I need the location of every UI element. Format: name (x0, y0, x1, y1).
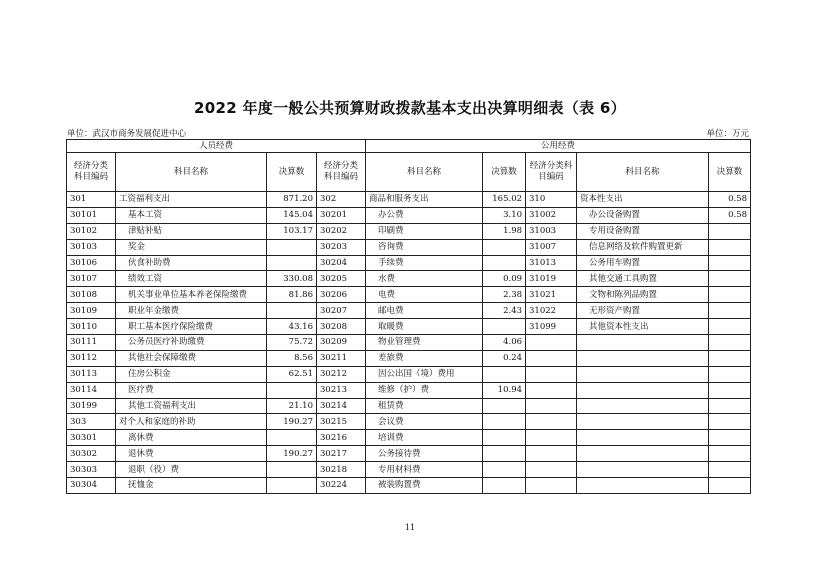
cell-name (577, 350, 709, 366)
cell-name: 无形资产购置 (577, 303, 709, 319)
cell-code: 30209 (317, 335, 366, 351)
cell-amount (709, 271, 751, 287)
cell-amount (267, 303, 317, 319)
cell-amount: 3.10 (483, 207, 526, 223)
cell-code: 30107 (67, 271, 116, 287)
cell-code (526, 398, 577, 414)
cell-name: 退职（役）费 (116, 462, 267, 478)
cell-code: 30201 (317, 207, 366, 223)
cell-code: 30203 (317, 239, 366, 255)
table-row (67, 366, 751, 382)
cell-amount: 0.09 (483, 271, 526, 287)
cell-name (577, 478, 709, 494)
table-row (67, 335, 751, 351)
cell-code: 30103 (67, 239, 116, 255)
cell-code: 30218 (317, 462, 366, 478)
cell-code (526, 446, 577, 462)
cell-name (577, 462, 709, 478)
cell-code: 30109 (67, 303, 116, 319)
cell-amount: 0.24 (483, 350, 526, 366)
cell-code: 30206 (317, 287, 366, 303)
cell-amount (709, 303, 751, 319)
cell-code: 31099 (526, 319, 577, 335)
cell-code: 31022 (526, 303, 577, 319)
table-row (67, 478, 751, 494)
cell-name: 公务用车购置 (577, 255, 709, 271)
cell-amount (709, 255, 751, 271)
cell-name: 培训费 (366, 430, 483, 446)
cell-name: 退休费 (116, 446, 267, 462)
page-title: 2022 年度一般公共预算财政拨款基本支出决算明细表（表 6） (194, 99, 626, 117)
cell-amount: 190.27 (267, 446, 317, 462)
cell-name: 取暖费 (366, 319, 483, 335)
cell-amount (483, 255, 526, 271)
cell-name: 其他社会保障缴费 (116, 350, 267, 366)
cell-amount: 81.86 (267, 287, 317, 303)
cell-amount (709, 335, 751, 351)
cell-amount (267, 382, 317, 398)
cell-name: 绩效工资 (116, 271, 267, 287)
cell-name (577, 398, 709, 414)
cell-name: 办公设备购置 (577, 207, 709, 223)
col-header-code: 经济分类科目编码 (526, 153, 577, 192)
cell-name: 差旅费 (366, 350, 483, 366)
cell-code: 31002 (526, 207, 577, 223)
cell-amount (267, 255, 317, 271)
cell-name: 住房公积金 (116, 366, 267, 382)
table-row (67, 350, 751, 366)
cell-code: 30110 (67, 319, 116, 335)
cell-amount: 190.27 (267, 414, 317, 430)
table-row (67, 192, 751, 208)
cell-name: 工资福利支出 (116, 192, 267, 208)
cell-code: 30224 (317, 478, 366, 494)
cell-amount (709, 319, 751, 335)
cell-code: 30213 (317, 382, 366, 398)
cell-code: 31007 (526, 239, 577, 255)
cell-name: 租赁费 (366, 398, 483, 414)
cell-amount (267, 478, 317, 494)
cell-code: 30101 (67, 207, 116, 223)
cell-code: 30208 (317, 319, 366, 335)
cell-amount: 1.98 (483, 223, 526, 239)
cell-amount (483, 478, 526, 494)
table-row (67, 319, 751, 335)
table-row (67, 430, 751, 446)
cell-code: 31003 (526, 223, 577, 239)
cell-amount (483, 398, 526, 414)
cell-amount (483, 239, 526, 255)
cell-name: 公务接待费 (366, 446, 483, 462)
cell-amount (483, 414, 526, 430)
page-number: 11 (404, 523, 416, 532)
cell-name: 其他工资福利支出 (116, 398, 267, 414)
cell-code: 30215 (317, 414, 366, 430)
cell-name: 离休费 (116, 430, 267, 446)
cell-amount: 10.94 (483, 382, 526, 398)
cell-code: 30207 (317, 303, 366, 319)
cell-name: 维修（护）费 (366, 382, 483, 398)
cell-amount: 2.38 (483, 287, 526, 303)
cell-amount: 4.06 (483, 335, 526, 351)
group-public: 公用经费 (366, 140, 751, 153)
cell-code: 30205 (317, 271, 366, 287)
cell-name: 专用材料费 (366, 462, 483, 478)
cell-name (577, 446, 709, 462)
unit-label: 单位：武汉市商务发展促进中心 (67, 129, 187, 139)
table-row (67, 382, 751, 398)
cell-code: 30102 (67, 223, 116, 239)
cell-name: 奖金 (116, 239, 267, 255)
cell-amount: 21.10 (267, 398, 317, 414)
cell-code: 30108 (67, 287, 116, 303)
table-row (67, 303, 751, 319)
cell-name (577, 382, 709, 398)
cell-code: 30217 (317, 446, 366, 462)
cell-amount (709, 239, 751, 255)
cell-name: 水费 (366, 271, 483, 287)
cell-code: 30111 (67, 335, 116, 351)
cell-amount (709, 382, 751, 398)
cell-code: 31019 (526, 271, 577, 287)
cell-name: 机关事业单位基本养老保险缴费 (116, 287, 267, 303)
cell-amount (709, 478, 751, 494)
table-row (67, 223, 751, 239)
cell-amount: 165.02 (483, 192, 526, 208)
cell-name: 专用设备购置 (577, 223, 709, 239)
cell-code: 30301 (67, 430, 116, 446)
col-header-code: 经济分类科目编码 (67, 153, 116, 192)
cell-code (526, 366, 577, 382)
col-header-amount: 决算数 (709, 153, 751, 192)
cell-amount: 0.58 (709, 192, 751, 208)
cell-code: 310 (526, 192, 577, 208)
table-row (67, 446, 751, 462)
cell-code: 31021 (526, 287, 577, 303)
cell-code: 30114 (67, 382, 116, 398)
cell-code: 30303 (67, 462, 116, 478)
cell-amount: 43.16 (267, 319, 317, 335)
cell-name: 手续费 (366, 255, 483, 271)
cell-name (577, 430, 709, 446)
cell-code: 30199 (67, 398, 116, 414)
col-header-amount: 决算数 (483, 153, 526, 192)
group-personnel: 人员经费 (67, 140, 366, 153)
cell-amount (267, 239, 317, 255)
cell-code: 30216 (317, 430, 366, 446)
cell-amount (267, 462, 317, 478)
cell-name: 公务员医疗补助缴费 (116, 335, 267, 351)
cell-name: 信息网络及软件购置更新 (577, 239, 709, 255)
cell-name: 资本性支出 (577, 192, 709, 208)
cell-code: 30112 (67, 350, 116, 366)
cell-amount (709, 398, 751, 414)
cell-code: 30304 (67, 478, 116, 494)
cell-name: 咨询费 (366, 239, 483, 255)
cell-amount: 2.43 (483, 303, 526, 319)
cell-code: 30202 (317, 223, 366, 239)
cell-amount: 871.20 (267, 192, 317, 208)
cell-code (526, 335, 577, 351)
cell-code: 30214 (317, 398, 366, 414)
cell-code: 30204 (317, 255, 366, 271)
cell-amount: 0.58 (709, 207, 751, 223)
cell-code: 30302 (67, 446, 116, 462)
col-header-amount: 决算数 (267, 153, 317, 192)
cell-amount (709, 223, 751, 239)
cell-amount (483, 430, 526, 446)
cell-amount (709, 446, 751, 462)
cell-amount (483, 366, 526, 382)
col-header-code: 经济分类科目编码 (317, 153, 366, 192)
table-row (67, 239, 751, 255)
cell-name: 对个人和家庭的补助 (116, 414, 267, 430)
cell-code: 303 (67, 414, 116, 430)
expenditure-table (66, 139, 751, 494)
cell-name: 电费 (366, 287, 483, 303)
cell-code (526, 462, 577, 478)
cell-name: 其他交通工具购置 (577, 271, 709, 287)
cell-amount (709, 414, 751, 430)
cell-name: 津贴补贴 (116, 223, 267, 239)
cell-amount (709, 462, 751, 478)
cell-code: 30106 (67, 255, 116, 271)
cell-name (577, 335, 709, 351)
cell-amount: 62.51 (267, 366, 317, 382)
cell-code: 30211 (317, 350, 366, 366)
cell-amount: 103.17 (267, 223, 317, 239)
table-row (67, 462, 751, 478)
cell-name: 办公费 (366, 207, 483, 223)
table-row (67, 255, 751, 271)
cell-amount (709, 287, 751, 303)
table-row (67, 207, 751, 223)
cell-amount (709, 430, 751, 446)
cell-name (577, 414, 709, 430)
col-header-name: 科目名称 (116, 153, 267, 192)
cell-name (577, 366, 709, 382)
cell-amount: 330.08 (267, 271, 317, 287)
cell-code: 301 (67, 192, 116, 208)
cell-name: 被装购置费 (366, 478, 483, 494)
cell-name: 印刷费 (366, 223, 483, 239)
cell-name: 商品和服务支出 (366, 192, 483, 208)
cell-code: 30212 (317, 366, 366, 382)
cell-amount (709, 366, 751, 382)
cell-code: 30113 (67, 366, 116, 382)
cell-name: 文物和陈列品购置 (577, 287, 709, 303)
cell-amount (267, 430, 317, 446)
cell-name: 其他资本性支出 (577, 319, 709, 335)
cell-code (526, 382, 577, 398)
cell-name: 因公出国（境）费用 (366, 366, 483, 382)
cell-code (526, 414, 577, 430)
cell-code (526, 478, 577, 494)
cell-code (526, 430, 577, 446)
cell-name: 物业管理费 (366, 335, 483, 351)
cell-name: 抚恤金 (116, 478, 267, 494)
table-row (67, 287, 751, 303)
cell-name: 职工基本医疗保险缴费 (116, 319, 267, 335)
cell-name: 邮电费 (366, 303, 483, 319)
col-header-name: 科目名称 (366, 153, 483, 192)
table-row (67, 414, 751, 430)
table-row (67, 398, 751, 414)
cell-amount: 145.04 (267, 207, 317, 223)
cell-amount (483, 462, 526, 478)
cell-code: 302 (317, 192, 366, 208)
col-header-name: 科目名称 (577, 153, 709, 192)
cell-code (526, 350, 577, 366)
cell-name: 伙食补助费 (116, 255, 267, 271)
cell-amount (709, 350, 751, 366)
currency-unit-label: 单位：万元 (706, 129, 749, 139)
cell-name: 医疗费 (116, 382, 267, 398)
table-row (67, 271, 751, 287)
cell-amount (483, 319, 526, 335)
cell-amount: 75.72 (267, 335, 317, 351)
cell-name: 会议费 (366, 414, 483, 430)
cell-code: 31013 (526, 255, 577, 271)
cell-name: 基本工资 (116, 207, 267, 223)
cell-name: 职业年金缴费 (116, 303, 267, 319)
cell-amount: 8.56 (267, 350, 317, 366)
cell-amount (483, 446, 526, 462)
